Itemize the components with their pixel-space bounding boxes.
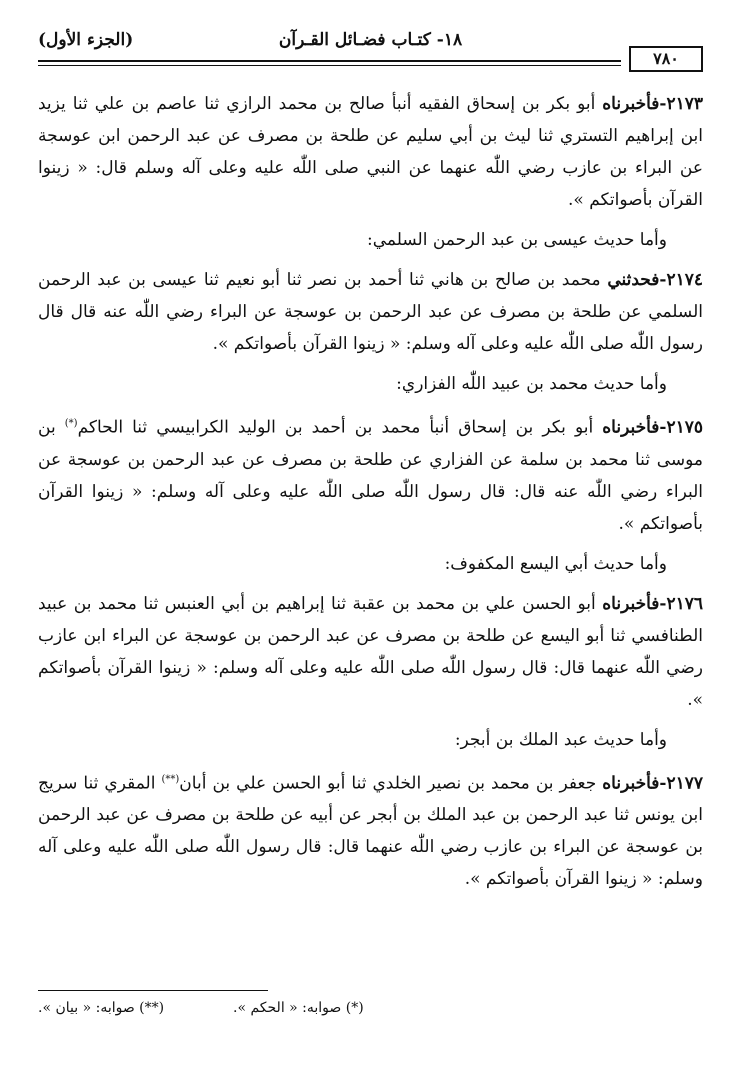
hadith-number: ٢١٧٦- <box>659 593 703 614</box>
hadith-text: جعفر بن محمد بن نصير الخلدي ثنا أبو الحسن علي بن أبان <box>179 773 603 794</box>
hadith-lead-word: فأخبرناه <box>602 773 660 794</box>
hadith-number: ٢١٧٥- <box>659 417 704 438</box>
hadith-lead-word: فحدثني <box>607 270 660 290</box>
hadith-paragraph <box>38 408 703 540</box>
hadith-text: أبو الحسن علي بن محمد بن عقبة ثنا إبراهيم بن أبي العنبس ثنا محمد بن عبيد الطنافسي ثنا أبو اليسع عن طلحة بن مصرف عن عبد الرحمن بن عوسجة عن البراء ابن عازب رضي اللّٰه عنهما قال: قال رسول اللّٰه صلى اللّٰه عليه وعلى آله وسلم: « زينوا القرآن بأصواتكم ». <box>38 593 703 710</box>
section-intro: وأما حديث عيسى بن عبد الرحمن السلمي: <box>367 230 667 250</box>
footnote-1: (*) صوابه: « الحكم ». <box>233 1000 364 1016</box>
hadith-number: ٢١٧٣- <box>659 94 703 114</box>
book-page <box>38 0 703 1066</box>
part-label: (الجزء الأول) <box>38 30 134 50</box>
page-number: ٧٨٠ <box>629 46 703 72</box>
hadith-lead-word: فأخبرناه <box>602 417 660 438</box>
hadith-number: ٢١٧٤- <box>659 270 703 290</box>
page-header <box>38 28 703 62</box>
body-text <box>38 88 703 895</box>
hadith-text: أبو بكر بن إسحاق الفقيه أنبأ صالح بن محمد الرازي ثنا عاصم بن علي ثنا يزيد ابن إبراهيم التستري ثنا ليث بن أبي سليم عن طلحة بن مصرف عن عبد الرحمن ابن عوسجة عن البراء بن عازب رضي اللّٰه عنهما عن النبي صلى اللّٰه عليه وعلى آله وسلم قال: « زينوا القرآن بأصواتكم ». <box>38 94 703 210</box>
hadith-paragraph <box>38 764 703 896</box>
hadith-paragraph <box>38 264 703 360</box>
hadith-text-continued: المقري ثنا سريج ابن يونس ثنا عبد الرحمن بن عبد الملك بن أبجر عن أبيه عن طلحة بن مصرف عن عبد الرحمن بن عوسجة عن البراء بن عازب رضي اللّٰه عنهما قال: قال رسول اللّٰه صلى اللّٰه عليه وعلى آله وسلم: « زينوا القرآن بأصواتكم ». <box>38 773 703 890</box>
hadith-paragraph <box>38 588 703 716</box>
footnote-marker: (**) <box>161 773 180 785</box>
footnote-2: (**) صوابه: « بيان ». <box>38 1000 165 1016</box>
footnote-rule <box>38 990 268 991</box>
section-intro: وأما حديث عبد الملك بن أبجر: <box>454 729 667 750</box>
chapter-title: ١٨- كتـاب فضـائل القـرآن <box>278 30 463 50</box>
hadith-lead-word: فأخبرناه <box>602 94 660 114</box>
footnote-marker: (*) <box>64 418 78 429</box>
header-rule-thin <box>38 65 621 66</box>
header-rule <box>38 60 621 62</box>
section-intro: وأما حديث أبي اليسع المكفوف: <box>444 553 667 574</box>
hadith-paragraph <box>38 88 703 216</box>
hadith-lead-word: فأخبرناه <box>602 593 660 614</box>
hadith-text: محمد بن صالح بن هاني ثنا أحمد بن نصر ثنا أبو نعيم ثنا عيسى بن عبد الرحمن السلمي عن طلحة بن مصرف عن عبد الرحمن بن عوسجة عن البراء رضي اللّٰه عنه قال قال رسول اللّٰه صلى اللّٰه عليه وعلى آله وسلم: « زينوا القرآن بأصواتكم ». <box>38 270 703 354</box>
hadith-text-continued: بن موسى ثنا محمد بن سلمة عن الفزاري عن طلحة بن مصرف عن عبد الرحمن بن عوسجة عن البراء رضي اللّٰه عنه قال: قال رسول اللّٰه صلى اللّٰه عليه وعلى آله وسلم: « زينوا القرآن بأصواتكم ». <box>38 417 703 534</box>
hadith-text: أبو بكر بن إسحاق أنبأ محمد بن أحمد بن الوليد الكرابيسي ثنا الحاكم <box>77 417 603 438</box>
hadith-number: ٢١٧٧- <box>659 773 703 794</box>
section-intro: وأما حديث محمد بن عبيد اللّٰه الفزاري: <box>396 374 667 394</box>
